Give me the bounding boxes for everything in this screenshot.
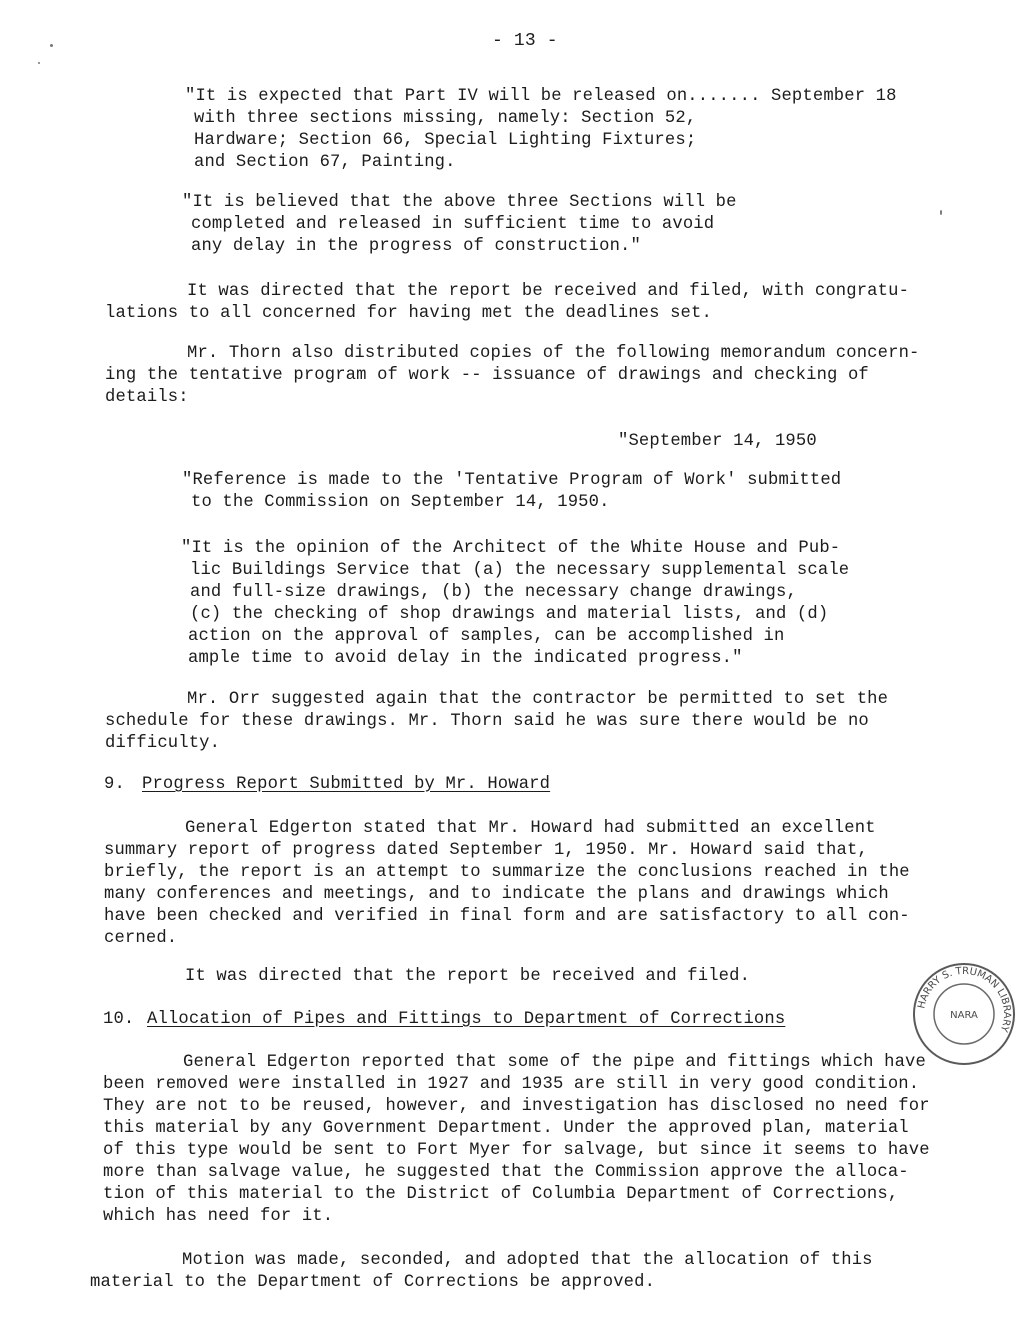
paragraph-line: briefly, the report is an attempt to summarize the conclusions reached in the [104, 863, 910, 882]
scan-speck [50, 44, 53, 47]
section-number: 9. [104, 775, 125, 794]
section-heading: Progress Report Submitted by Mr. Howard [142, 775, 551, 794]
paragraph-line: been removed were installed in 1927 and 1935 are still in very good condition. [103, 1075, 920, 1094]
paragraph-line: many conferences and meetings, and to indicate the plans and drawings which [104, 885, 889, 904]
paragraph-line: Mr. Thorn also distributed copies of the following memorandum concern- [187, 344, 920, 363]
section-number: 10. [103, 1010, 135, 1029]
paragraph-line: General Edgerton reported that some of the pipe and fittings which have [183, 1053, 926, 1072]
memo-line: ample time to avoid delay in the indicated progress." [188, 649, 743, 668]
memo-line: "It is the opinion of the Architect of the White House and Pub- [181, 539, 841, 558]
quote-line: Hardware; Section 66, Special Lighting Fixtures; [194, 131, 697, 150]
paragraph-line: material to the Department of Corrections be approved. [90, 1273, 656, 1292]
memo-line: (c) the checking of shop drawings and material lists, and (d) [190, 605, 829, 624]
paragraph-line: details: [105, 388, 189, 407]
page-number: - 13 - [492, 31, 558, 51]
quote-line: with three sections missing, namely: Section 52, [194, 109, 697, 128]
paragraph-line: tion of this material to the District of Columbia Department of Corrections, [103, 1185, 899, 1204]
paragraph-line: It was directed that the report be received and filed. [185, 967, 751, 986]
scan-speck [940, 210, 942, 215]
memo-line: "Reference is made to the 'Tentative Program of Work' submitted [182, 471, 842, 490]
quote-line: "It is believed that the above three Sections will be [182, 193, 737, 212]
memo-date: "September 14, 1950 [618, 432, 817, 451]
paragraph-line: ing the tentative program of work -- issuance of drawings and checking of [105, 366, 869, 385]
memo-line: to the Commission on September 14, 1950. [191, 493, 610, 512]
quote-line: "It is expected that Part IV will be released on....... September 18 [185, 87, 897, 106]
memo-line: lic Buildings Service that (a) the necessary supplemental scale [190, 561, 850, 580]
stamp-ring-text: HARRY S. TRUMAN LIBRARY [916, 965, 1013, 1034]
paragraph-line: which has need for it. [103, 1207, 334, 1226]
paragraph-line: summary report of progress dated September 1, 1950. Mr. Howard said that, [104, 841, 868, 860]
paragraph-line: schedule for these drawings. Mr. Thorn said he was sure there would be no [105, 712, 869, 731]
paragraph-line: They are not to be reused, however, and investigation has disclosed no need for [103, 1097, 930, 1116]
scan-speck [38, 62, 40, 64]
stamp-center-text: NARA [950, 1010, 978, 1021]
library-stamp [908, 958, 1018, 1070]
paragraph-line: cerned. [104, 929, 178, 948]
quote-line: any delay in the progress of construction." [191, 237, 641, 256]
paragraph-line: lations to all concerned for having met the deadlines set. [105, 304, 712, 323]
quote-line: completed and released in sufficient time to avoid [191, 215, 715, 234]
memo-line: and full-size drawings, (b) the necessary change drawings, [190, 583, 797, 602]
paragraph-line: It was directed that the report be received and filed, with congratu- [187, 282, 910, 301]
memo-line: action on the approval of samples, can be accomplished in [188, 627, 785, 646]
paragraph-line: Motion was made, seconded, and adopted that the allocation of this [182, 1251, 873, 1270]
paragraph-line: Mr. Orr suggested again that the contractor be permitted to set the [187, 690, 889, 709]
paragraph-line: General Edgerton stated that Mr. Howard had submitted an excellent [185, 819, 876, 838]
quote-line: and Section 67, Painting. [194, 153, 456, 172]
paragraph-line: more than salvage value, he suggested that the Commission approve the alloca- [103, 1163, 909, 1182]
section-heading: Allocation of Pipes and Fittings to Department of Corrections [147, 1010, 786, 1029]
paragraph-line: of this type would be sent to Fort Myer for salvage, but since it seems to have [103, 1141, 930, 1160]
paragraph-line: difficulty. [105, 734, 221, 753]
paragraph-line: this material by any Government Department. Under the approved plan, material [103, 1119, 909, 1138]
paragraph-line: have been checked and verified in final form and are satisfactory to all con- [104, 907, 910, 926]
